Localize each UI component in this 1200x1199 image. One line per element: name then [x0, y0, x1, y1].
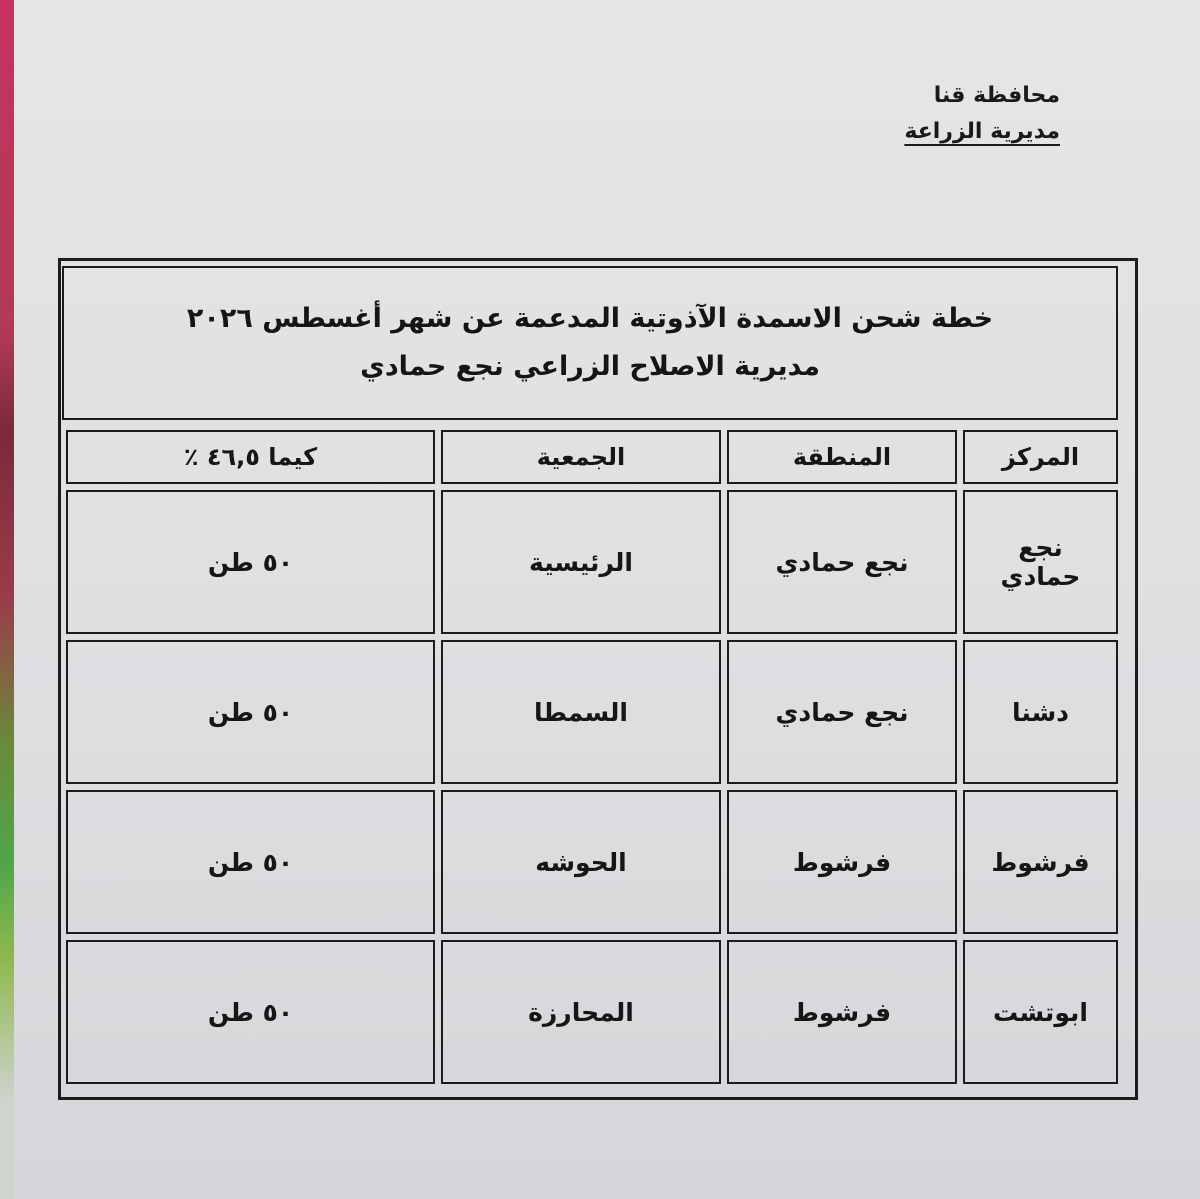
table-row: [66, 490, 1118, 634]
cell-area: فرشوط: [727, 940, 957, 1084]
header-center: المركز: [963, 430, 1118, 484]
table-row: [66, 940, 1118, 1084]
cell-area: نجع حمادي: [727, 640, 957, 784]
header-association: الجمعية: [441, 430, 721, 484]
cell-quantity: ٥٠ طن: [66, 640, 435, 784]
cell-quantity: ٥٠ طن: [66, 940, 435, 1084]
table-row: [66, 790, 1118, 934]
header-quantity: كيما ٤٦,٥ ٪: [66, 430, 435, 484]
cell-center: دشنا: [963, 640, 1118, 784]
title-box: [62, 266, 1118, 420]
cell-association: المحارزة: [441, 940, 721, 1084]
cell-area: فرشوط: [727, 790, 957, 934]
cell-center: نجع حمادي: [963, 490, 1118, 634]
cell-association: الرئيسية: [441, 490, 721, 634]
cell-quantity: ٥٠ طن: [66, 790, 435, 934]
shipment-plan-table: [60, 424, 1124, 1090]
plan-title: خطة شحن الاسمدة الآذوتية المدعمة عن شهر أغسطس ٢٠٢٦: [186, 303, 994, 334]
directorate-name: مديرية الزراعة: [904, 119, 1060, 144]
governorate-name: محافظة قنا: [933, 83, 1060, 108]
table-row: [66, 640, 1118, 784]
document-header: [904, 78, 1060, 150]
cell-center: ابوتشت: [963, 940, 1118, 1084]
table-header-row: [66, 430, 1118, 484]
binder-edge: [0, 0, 14, 1199]
plan-subtitle: مديرية الاصلاح الزراعي نجع حمادي: [360, 351, 820, 382]
cell-quantity: ٥٠ طن: [66, 490, 435, 634]
cell-association: الحوشه: [441, 790, 721, 934]
cell-center: فرشوط: [963, 790, 1118, 934]
cell-area: نجع حمادي: [727, 490, 957, 634]
cell-association: السمطا: [441, 640, 721, 784]
header-area: المنطقة: [727, 430, 957, 484]
